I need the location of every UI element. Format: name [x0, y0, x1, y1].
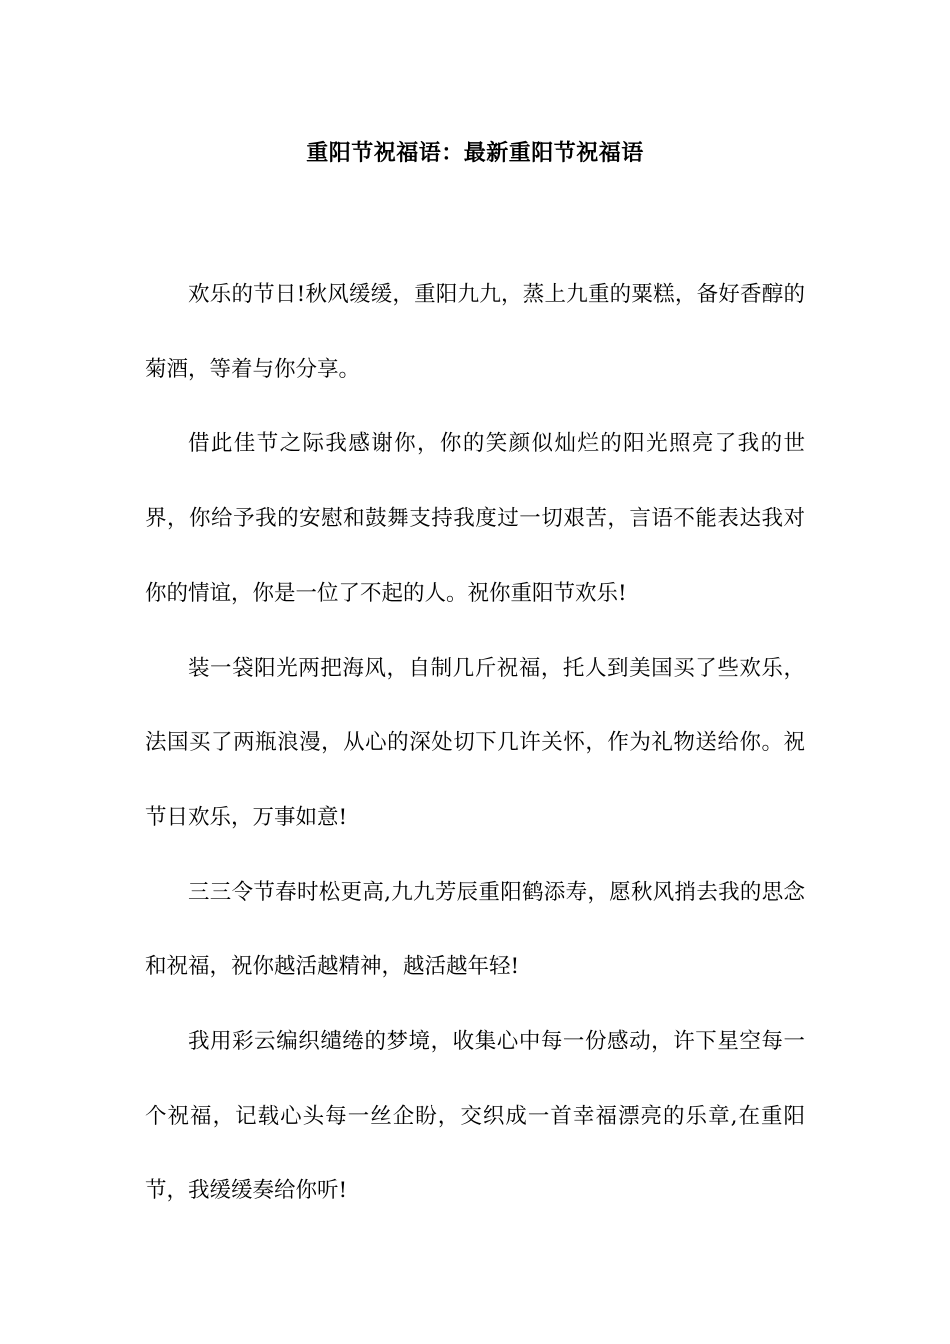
paragraph-3: 装一袋阳光两把海风，自制几斤祝福，托人到美国买了些欢乐，法国买了两瓶浪漫，从心的深处切下几许关怀，作为礼物送给你。祝节日欢乐，万事如意! [145, 655, 805, 830]
document-title: 重阳节祝福语：最新重阳节祝福语 [306, 140, 644, 166]
document-body [145, 258, 805, 1229]
paragraph-2: 借此佳节之际我感谢你，你的笑颜似灿烂的阳光照亮了我的世界，你给予我的安慰和鼓舞支持我度过一切艰苦，言语不能表达我对你的情谊，你是一位了不起的人。祝你重阳节欢乐! [145, 431, 805, 606]
paragraph-4: 三三令节春时松更高,九九芳辰重阳鹤添寿，愿秋风捎去我的思念和祝福，祝你越活越精神，越活越年轻! [145, 879, 805, 980]
paragraph-5: 我用彩云编织缱绻的梦境，收集心中每一份感动，许下星空每一个祝福，记载心头每一丝企盼，交织成一首幸福漂亮的乐章,在重阳节，我缓缓奏给你听! [145, 1029, 805, 1204]
paragraph-1: 欢乐的节日!秋风缓缓，重阳九九，蒸上九重的粟糕，备好香醇的菊酒，等着与你分享。 [145, 282, 805, 382]
